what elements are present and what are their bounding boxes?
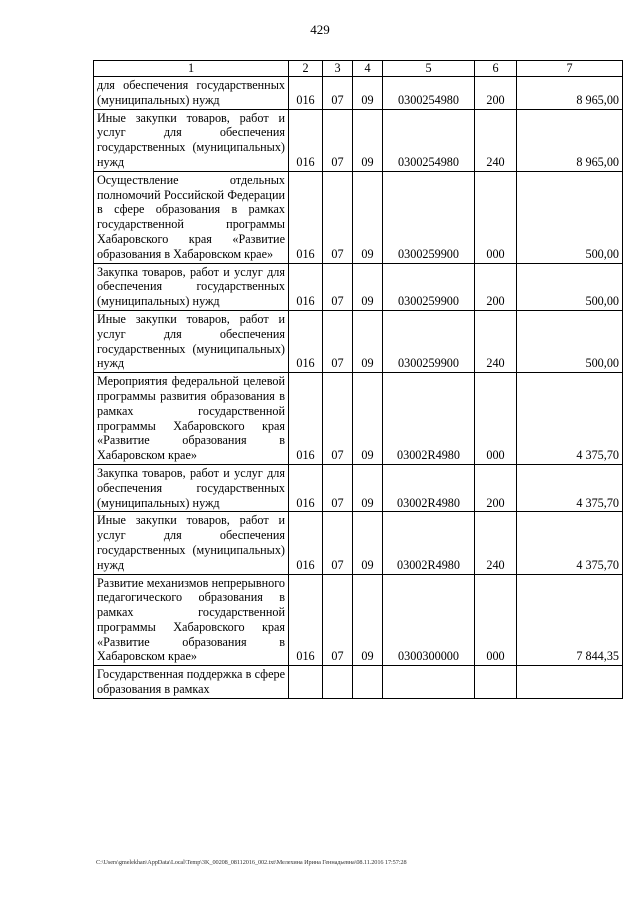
row-code-target: 0300259900 <box>383 263 475 310</box>
row-code-expense-type: 000 <box>475 574 517 666</box>
row-amount: 4 375,70 <box>517 373 623 465</box>
budget-table <box>93 60 623 699</box>
row-code-subsection: 09 <box>353 574 383 666</box>
row-code-expense-type: 200 <box>475 77 517 110</box>
row-code-section: 07 <box>323 77 353 110</box>
header-col-4: 4 <box>353 61 383 77</box>
row-code-section: 07 <box>323 310 353 372</box>
row-code-target: 03002R4980 <box>383 373 475 465</box>
row-code-expense-type: 240 <box>475 109 517 171</box>
table-row <box>94 512 623 574</box>
row-code-target: 0300259900 <box>383 171 475 263</box>
row-code-subsection: 09 <box>353 109 383 171</box>
header-col-7: 7 <box>517 61 623 77</box>
table-row <box>94 666 623 699</box>
row-name: Мероприятия федеральной целевой программы развития образования в рамках государственной программы Хабаровского края «Развитие образования в Хабаровском крае» <box>94 373 289 465</box>
header-col-5: 5 <box>383 61 475 77</box>
row-name: Развитие механизмов непрерывного педагогического образования в рамках государственной программы Хабаровского края «Развитие образования в Хабаровском крае» <box>94 574 289 666</box>
row-code-target: 0300259900 <box>383 310 475 372</box>
table-row <box>94 574 623 666</box>
row-code-target: 03002R4980 <box>383 464 475 511</box>
row-code-ministry <box>289 666 323 699</box>
row-code-section: 07 <box>323 109 353 171</box>
row-code-ministry: 016 <box>289 263 323 310</box>
row-code-expense-type: 200 <box>475 464 517 511</box>
row-code-subsection: 09 <box>353 77 383 110</box>
row-name: для обеспечения государственных (муниципальных) нужд <box>94 77 289 110</box>
row-code-ministry: 016 <box>289 574 323 666</box>
row-code-expense-type <box>475 666 517 699</box>
row-code-section: 07 <box>323 171 353 263</box>
row-code-expense-type: 000 <box>475 171 517 263</box>
row-code-expense-type: 240 <box>475 310 517 372</box>
row-code-section <box>323 666 353 699</box>
row-code-subsection: 09 <box>353 373 383 465</box>
row-code-ministry: 016 <box>289 512 323 574</box>
row-code-ministry: 016 <box>289 464 323 511</box>
row-code-subsection: 09 <box>353 310 383 372</box>
row-code-target <box>383 666 475 699</box>
table-row <box>94 373 623 465</box>
row-code-expense-type: 000 <box>475 373 517 465</box>
row-code-section: 07 <box>323 464 353 511</box>
row-code-target: 0300254980 <box>383 77 475 110</box>
row-name: Иные закупки товаров, работ и услуг для обеспечения государственных (муниципальных) нужд <box>94 310 289 372</box>
row-code-target: 0300300000 <box>383 574 475 666</box>
row-name: Закупка товаров, работ и услуг для обеспечения государственных (муниципальных) нужд <box>94 263 289 310</box>
row-code-expense-type: 240 <box>475 512 517 574</box>
row-amount: 500,00 <box>517 263 623 310</box>
row-code-ministry: 016 <box>289 171 323 263</box>
row-code-subsection: 09 <box>353 512 383 574</box>
row-code-target: 0300254980 <box>383 109 475 171</box>
row-code-ministry: 016 <box>289 109 323 171</box>
row-name: Государственная поддержка в сфере образования в рамках <box>94 666 289 699</box>
row-amount <box>517 666 623 699</box>
row-code-subsection: 09 <box>353 171 383 263</box>
row-name: Иные закупки товаров, работ и услуг для обеспечения государственных (муниципальных) нужд <box>94 512 289 574</box>
row-amount: 8 965,00 <box>517 77 623 110</box>
header-col-3: 3 <box>323 61 353 77</box>
row-code-target: 03002R4980 <box>383 512 475 574</box>
header-col-1: 1 <box>94 61 289 77</box>
row-name: Закупка товаров, работ и услуг для обеспечения государственных (муниципальных) нужд <box>94 464 289 511</box>
row-code-expense-type: 200 <box>475 263 517 310</box>
row-amount: 4 375,70 <box>517 464 623 511</box>
row-amount: 8 965,00 <box>517 109 623 171</box>
row-amount: 500,00 <box>517 171 623 263</box>
row-code-ministry: 016 <box>289 373 323 465</box>
document-path-footer: C:\Users\gmelekhan\AppData\Local\Temp\3K_00208_08112016_002.txt\Мелехина Ирина Геннадьевна\08.11.2016 17:57:28 <box>96 859 407 866</box>
row-code-ministry: 016 <box>289 77 323 110</box>
row-name: Иные закупки товаров, работ и услуг для обеспечения государственных (муниципальных) нужд <box>94 109 289 171</box>
header-col-6: 6 <box>475 61 517 77</box>
row-code-section: 07 <box>323 263 353 310</box>
row-amount: 500,00 <box>517 310 623 372</box>
row-amount: 4 375,70 <box>517 512 623 574</box>
table-header-row <box>94 61 623 77</box>
row-code-subsection: 09 <box>353 464 383 511</box>
page-number: 429 <box>310 22 330 37</box>
table-row <box>94 171 623 263</box>
row-code-ministry: 016 <box>289 310 323 372</box>
row-code-subsection: 09 <box>353 263 383 310</box>
row-code-subsection <box>353 666 383 699</box>
header-col-2: 2 <box>289 61 323 77</box>
row-code-section: 07 <box>323 373 353 465</box>
row-code-section: 07 <box>323 512 353 574</box>
table-row <box>94 77 623 110</box>
table-row <box>94 310 623 372</box>
row-code-section: 07 <box>323 574 353 666</box>
row-amount: 7 844,35 <box>517 574 623 666</box>
row-name: Осуществление отдельных полномочий Российской Федерации в сфере образования в рамках государственной программы Хабаровского края «Развитие образования в Хабаровском крае» <box>94 171 289 263</box>
table-row <box>94 263 623 310</box>
table-row <box>94 464 623 511</box>
table-row <box>94 109 623 171</box>
